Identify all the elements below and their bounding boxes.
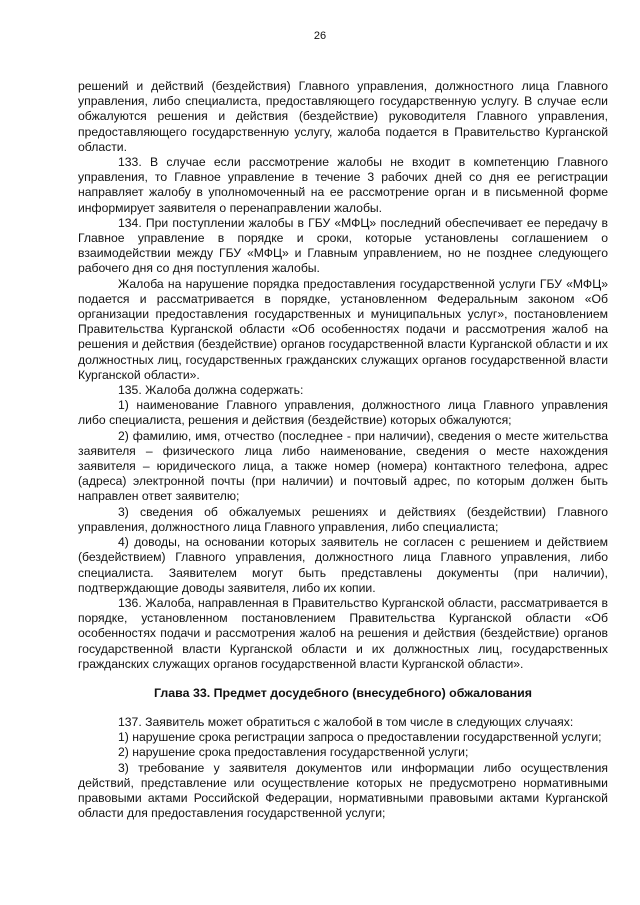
paragraph: 4) доводы, на основании которых заявитель не согласен с решением и действием (бездействием) Главного управления, должностного лица Главного управления, либо специалиста. Заявителем могут быть представлены документы (при наличии), подтверждающие доводы заявителя, либо их копии. [78, 535, 608, 595]
paragraph: 3) сведения об обжалуемых решениях и действиях (бездействии) Главного управления, должностного лица Главного управления, либо специалиста; [78, 504, 608, 534]
paragraphs-before [78, 79, 608, 672]
paragraph: 135. Жалоба должна содержать: [118, 383, 304, 398]
paragraph: 3) требование у заявителя документов или информации либо осуществления действий, представление или осуществление которых не предусмотрено нормативными правовыми актами Российской Федерации, нормативными правовыми актами Курганской области для предоставления государственной услуги; [78, 760, 608, 821]
chapter-title: Глава 33. Предмет досудебного (внесудебного) обжалования [153, 685, 532, 700]
page-number: 26 [313, 30, 327, 42]
paragraph: 134. При поступлении жалобы в ГБУ «МФЦ» последний обеспечивает ее передачу в Главное управление в порядке и сроки, которые установлены соглашением о взаимодействии между ГБУ «МФЦ» и Главным управлением, но не позднее следующего рабочего дня со дня поступления жалобы. [78, 215, 608, 276]
paragraph: 136. Жалоба, направленная в Правительство Курганской области, рассматривается в порядке, установленном постановлением Правительства Курганской области «Об особенностях подачи и рассмотрения жалоб на решения и действия (бездействие) органов государственной власти Курганской области и их должностных лиц, государственных гражданских служащих органов государственной власти Курганской области». [78, 595, 608, 671]
paragraphs-after [78, 715, 608, 821]
paragraph: Жалоба на нарушение порядка предоставления государственной услуги ГБУ «МФЦ» подается и рассматривается в порядке, установленном Федеральным законом «Об организации предоставления государственных и муниципальных услуг», постановлением Правительства Курганской области «Об особенностях подачи и рассмотрения жалоб на решения и действия (бездействие) органов государственной власти Курганской области и их должностных лиц, государственных гражданских служащих органов государственной власти Курганской области». [78, 276, 608, 382]
paragraph: 133. В случае если рассмотрение жалобы не входит в компетенцию Главного управления, то Главное управление в течение 3 рабочих дней со дня ее регистрации направляет жалобу в уполномоченный на ее рассмотрение орган и в письменной форме информирует заявителя о перенаправлении жалобы. [78, 155, 608, 215]
paragraph: 137. Заявитель может обратиться с жалобой в том числе в следующих случаях: [118, 714, 574, 729]
paragraph: 1) наименование Главного управления, должностного лица Главного управления либо специалиста, решения и действия (бездействие) которых обжалуются; [78, 398, 608, 428]
paragraph: 2) нарушение срока предоставления государственной услуги; [118, 745, 469, 760]
paragraph: 1) нарушение срока регистрации запроса о предоставлении государственной услуги; [118, 730, 602, 745]
paragraph: решений и действий (бездействия) Главного управления, должностного лица Главного управления, либо специалиста, предоставляющего государственную услугу. В случае если обжалуются решения и действия (бездействие) руководителя Главного управления, предоставляющего государственную услугу, жалоба подается в Правительство Курганской области. [78, 79, 608, 154]
paragraph: 2) фамилию, имя, отчество (последнее - при наличии), сведения о месте жительства заявителя – физического лица либо наименование, сведения о месте нахождения заявителя – юридического лица, а также номер (номера) контактного телефона, адрес (адреса) электронной почты (при наличии) и почтовый адрес, по которым должен быть направлен ответ заявителю; [78, 428, 608, 504]
body-text [78, 79, 608, 821]
